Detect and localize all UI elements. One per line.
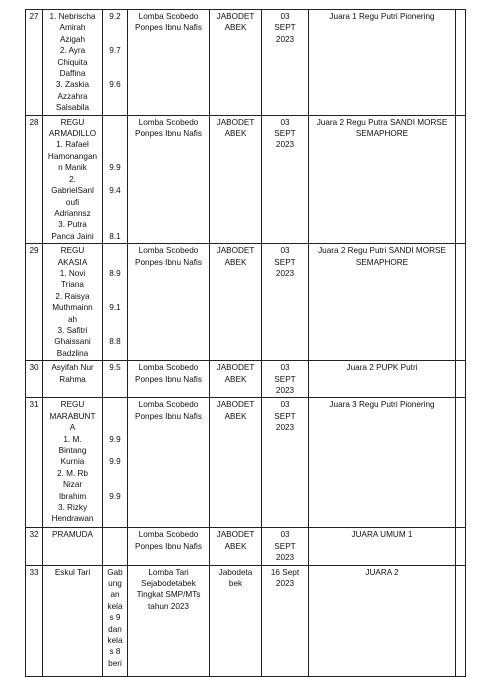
participant-name-line: 3. Zaskia — [55, 80, 90, 90]
score-line: s 8 — [109, 647, 121, 657]
score-line — [105, 445, 125, 456]
score-line: 9.9 — [109, 163, 121, 173]
competition-line: Sejabodetabek — [141, 579, 196, 589]
participant-name-cell — [43, 10, 103, 116]
award-cell — [309, 10, 456, 116]
participant-name-line: 3. Putra — [58, 220, 87, 230]
score-line: beri — [108, 658, 122, 668]
row-number: 33 — [29, 567, 39, 577]
participant-name-line: Triana — [61, 280, 84, 290]
score-cell — [103, 565, 128, 676]
score-line — [105, 513, 125, 524]
score-line — [105, 197, 125, 208]
score-line — [105, 128, 125, 139]
date-line: SEPT — [274, 541, 296, 551]
competition-line: Lomba Scobedo — [138, 530, 199, 540]
score-cell — [103, 10, 128, 116]
achievement-table — [25, 9, 466, 677]
date-line: SEPT — [274, 257, 296, 267]
score-line — [105, 314, 125, 325]
date-line: 03 — [280, 363, 290, 373]
date-line: SEPT — [274, 129, 296, 139]
competition-cell — [128, 528, 210, 565]
score-line — [105, 291, 125, 302]
participant-name-line: Hamonangan — [47, 151, 98, 161]
award-line: Juara 2 Regu Putra SANDI MORSE — [316, 117, 448, 127]
organizer-cell — [210, 115, 262, 243]
organizer-line: Jabodeta — [218, 567, 253, 577]
table-row — [26, 115, 466, 243]
score-line — [105, 279, 125, 290]
score-line — [105, 117, 125, 128]
participant-name-line: 3. Safitri — [57, 325, 88, 335]
competition-line: Ponpes Ibnu Nafis — [135, 541, 202, 551]
score-line — [105, 399, 125, 410]
competition-line: Ponpes Ibnu Nafis — [135, 411, 202, 421]
award-line: SEMAPHORE — [355, 257, 409, 267]
competition-cell — [128, 398, 210, 528]
competition-line: tahun 2023 — [148, 601, 189, 611]
participant-name-line: Daffina — [59, 69, 86, 79]
date-cell — [262, 565, 309, 676]
table-body — [26, 10, 466, 677]
participant-name-line: Asyifah Nur — [51, 363, 94, 373]
organizer-cell — [210, 565, 262, 676]
participant-name-line: Bintang — [58, 446, 87, 456]
participant-name-line: GabrielSanl — [51, 186, 94, 196]
score-line — [105, 422, 125, 433]
score-line: 9.9 — [109, 434, 121, 444]
row-number-cell — [26, 398, 43, 528]
participant-name-line: Panca Jaini — [51, 231, 94, 241]
participant-name-line: Rahma — [59, 374, 86, 384]
score-line — [105, 174, 125, 185]
date-line: 03 — [280, 117, 290, 127]
date-line: 2023 — [275, 579, 295, 589]
participant-name-line: Hendrawan — [51, 514, 94, 524]
participant-name-cell — [43, 361, 103, 398]
participant-name-line: Eskul Tari — [54, 567, 91, 577]
competition-line: Lomba Scobedo — [138, 363, 199, 373]
participant-name-line: 2. Raisya — [55, 291, 90, 301]
award-cell — [309, 398, 456, 528]
empty-cell — [456, 528, 466, 565]
score-line — [105, 468, 125, 479]
date-line: 2023 — [275, 386, 295, 395]
participant-name-line: 1. Nebrischa — [49, 12, 96, 21]
award-cell — [309, 565, 456, 676]
row-number-cell — [26, 361, 43, 398]
score-cell — [103, 244, 128, 361]
competition-cell — [128, 10, 210, 116]
date-line: 2023 — [275, 268, 295, 278]
competition-cell — [128, 565, 210, 676]
score-line: 8.1 — [109, 231, 121, 241]
date-line: 03 — [280, 12, 290, 21]
award-cell — [309, 244, 456, 361]
organizer-cell — [210, 398, 262, 528]
empty-cell — [456, 244, 466, 361]
participant-name-line: 1. Novi — [59, 268, 86, 278]
score-line: kela — [107, 636, 123, 646]
organizer-line: ABEK — [224, 23, 247, 33]
competition-cell — [128, 115, 210, 243]
award-line: JUARA 2 — [365, 567, 399, 577]
score-line: dan — [108, 624, 122, 634]
competition-line: Lomba Scobedo — [138, 246, 199, 256]
participant-name-line: REGU — [60, 117, 85, 127]
participant-name-line: Salsabila — [55, 103, 90, 113]
date-line: SEPT — [274, 374, 296, 384]
row-number-cell — [26, 115, 43, 243]
competition-cell — [128, 244, 210, 361]
score-line: 9.6 — [109, 80, 121, 90]
participant-name-line: oufi — [65, 197, 80, 207]
score-line: s 9 — [109, 613, 121, 623]
score-line: an — [110, 590, 120, 600]
date-line: 2023 — [275, 140, 295, 150]
participant-name-line: Amirah — [59, 23, 86, 33]
competition-line: Ponpes Ibnu Nafis — [135, 23, 202, 33]
score-line — [105, 325, 125, 336]
date-line: 03 — [280, 530, 290, 540]
score-line — [105, 348, 125, 359]
competition-cell — [128, 361, 210, 398]
organizer-line: JABODET — [216, 117, 255, 127]
organizer-line: JABODET — [216, 246, 255, 256]
date-line: 03 — [280, 246, 290, 256]
empty-cell — [456, 565, 466, 676]
score-line: 9.9 — [109, 457, 121, 467]
participant-name-line: 1. M. — [63, 434, 82, 444]
participant-name-cell — [43, 115, 103, 243]
organizer-line: JABODET — [216, 400, 255, 410]
participant-name-line: Muthmainn — [52, 303, 93, 313]
score-line: 9.7 — [109, 46, 121, 56]
score-line: 9.9 — [109, 491, 121, 501]
competition-line: Lomba Tari — [148, 567, 189, 577]
organizer-line: ABEK — [224, 541, 247, 551]
table-row — [26, 10, 466, 116]
score-line — [105, 34, 125, 45]
score-line: ung — [108, 579, 122, 589]
participant-name-line: ah — [67, 314, 78, 324]
participant-name-line: Kurnia — [60, 457, 85, 467]
score-line: Gab — [107, 567, 123, 577]
row-number: 29 — [29, 246, 39, 256]
row-number-cell — [26, 565, 43, 676]
award-cell — [309, 361, 456, 398]
participant-name-cell — [43, 528, 103, 565]
participant-name-line: AKASIA — [57, 257, 88, 267]
row-number-cell — [26, 10, 43, 116]
participant-name-line: MARABUNT — [49, 411, 96, 421]
table-row — [26, 528, 466, 565]
participant-name-cell — [43, 565, 103, 676]
score-line — [105, 22, 125, 33]
score-line — [105, 91, 125, 102]
date-cell — [262, 10, 309, 116]
row-number: 32 — [29, 530, 39, 540]
date-cell — [262, 244, 309, 361]
organizer-cell — [210, 528, 262, 565]
participant-name-line: Adriannsz — [54, 208, 91, 218]
participant-name-line: Badzlina — [56, 348, 89, 358]
award-line: JUARA UMUM 1 — [351, 530, 413, 540]
date-line: 2023 — [275, 34, 295, 44]
score-cell — [103, 398, 128, 528]
competition-line: Ponpes Ibnu Nafis — [135, 374, 202, 384]
participant-name-line: 2. — [69, 174, 76, 184]
score-line — [105, 479, 125, 490]
score-cell — [103, 115, 128, 243]
score-line — [105, 208, 125, 219]
table-row — [26, 244, 466, 361]
date-cell — [262, 528, 309, 565]
award-line: Juara 2 Regu Putri SANDI MORSE — [318, 246, 446, 256]
competition-line: Lomba Scobedo — [138, 12, 199, 21]
award-cell — [309, 528, 456, 565]
participant-name-cell — [43, 244, 103, 361]
date-line: 16 Sept — [270, 567, 300, 577]
table-row — [26, 398, 466, 528]
empty-cell — [456, 115, 466, 243]
row-number: 27 — [29, 12, 39, 21]
score-line: kela — [107, 601, 123, 611]
date-line: 2023 — [275, 553, 295, 563]
participant-name-line: REGU — [60, 246, 85, 256]
competition-line: Tingkat SMP/MTs — [136, 590, 201, 600]
score-line — [105, 102, 125, 113]
organizer-line: ABEK — [224, 374, 247, 384]
competition-line: Lomba Scobedo — [138, 400, 199, 410]
participant-name-line: n Manik — [58, 163, 87, 173]
participant-name-line: 3. Rizky — [57, 503, 88, 513]
organizer-line: ABEK — [224, 411, 247, 421]
organizer-cell — [210, 10, 262, 116]
table-row — [26, 361, 466, 398]
score-line — [105, 245, 125, 256]
participant-name-line: ARMADILLO — [48, 129, 97, 139]
participant-name-cell — [43, 398, 103, 528]
date-line: 2023 — [275, 423, 295, 433]
date-cell — [262, 115, 309, 243]
participant-name-line: Ghaissani — [54, 337, 91, 347]
participant-name-line: 2. Ayra — [59, 46, 86, 56]
score-line — [105, 139, 125, 150]
participant-name-line: REGU — [60, 400, 85, 410]
participant-name-line: 2. M. Rb — [57, 468, 88, 478]
score-line: 9.4 — [109, 186, 121, 196]
participant-name-line: A — [69, 423, 76, 433]
score-line — [105, 529, 125, 540]
organizer-cell — [210, 244, 262, 361]
empty-cell — [456, 398, 466, 528]
score-line — [105, 219, 125, 230]
date-line: SEPT — [274, 23, 296, 33]
score-line — [105, 502, 125, 513]
score-line — [105, 57, 125, 68]
participant-name-line: Nizar — [62, 480, 83, 490]
score-line — [105, 68, 125, 79]
date-cell — [262, 361, 309, 398]
score-line — [105, 151, 125, 162]
award-line: SEMAPHORE — [355, 129, 409, 139]
score-line — [105, 257, 125, 268]
organizer-line: ABEK — [224, 257, 247, 267]
score-line: 9.5 — [109, 363, 121, 373]
award-line: Juara 3 Regu Putri Pionering — [329, 400, 435, 410]
participant-name-line: Azigah — [59, 34, 86, 44]
row-number-cell — [26, 528, 43, 565]
organizer-cell — [210, 361, 262, 398]
score-cell — [103, 528, 128, 565]
score-cell — [103, 361, 128, 398]
organizer-line: bek — [228, 579, 243, 589]
empty-cell — [456, 361, 466, 398]
award-line: Juara 1 Regu Putri Pionering — [329, 12, 435, 21]
date-cell — [262, 398, 309, 528]
row-number: 31 — [29, 400, 39, 410]
row-number: 28 — [29, 117, 39, 127]
empty-cell — [456, 10, 466, 116]
score-line: 9.2 — [109, 12, 121, 21]
organizer-line: JABODET — [216, 363, 255, 373]
score-line — [105, 411, 125, 422]
participant-name-line: PRAMUDA — [52, 530, 93, 540]
participant-name-line: Ibrahim — [58, 491, 87, 501]
competition-line: Ponpes Ibnu Nafis — [135, 257, 202, 267]
table-row — [26, 565, 466, 676]
row-number: 30 — [29, 363, 39, 373]
award-line: Juara 2 PUPK Putri — [346, 363, 418, 373]
organizer-line: ABEK — [224, 129, 247, 139]
award-cell — [309, 115, 456, 243]
date-line: SEPT — [274, 411, 296, 421]
competition-line: Ponpes Ibnu Nafis — [135, 129, 202, 139]
participant-name-line: Azzahra — [57, 91, 88, 101]
score-line: 8.8 — [109, 337, 121, 347]
organizer-line: JABODET — [216, 12, 255, 21]
score-line: 8.9 — [109, 268, 121, 278]
score-line: 9.1 — [109, 303, 121, 313]
participant-name-line: Chiquita — [57, 57, 88, 67]
date-line: 03 — [280, 400, 290, 410]
row-number-cell — [26, 244, 43, 361]
participant-name-line: 1. Rafael — [56, 140, 89, 150]
organizer-line: JABODET — [216, 530, 255, 540]
competition-line: Lomba Scobedo — [138, 117, 199, 127]
